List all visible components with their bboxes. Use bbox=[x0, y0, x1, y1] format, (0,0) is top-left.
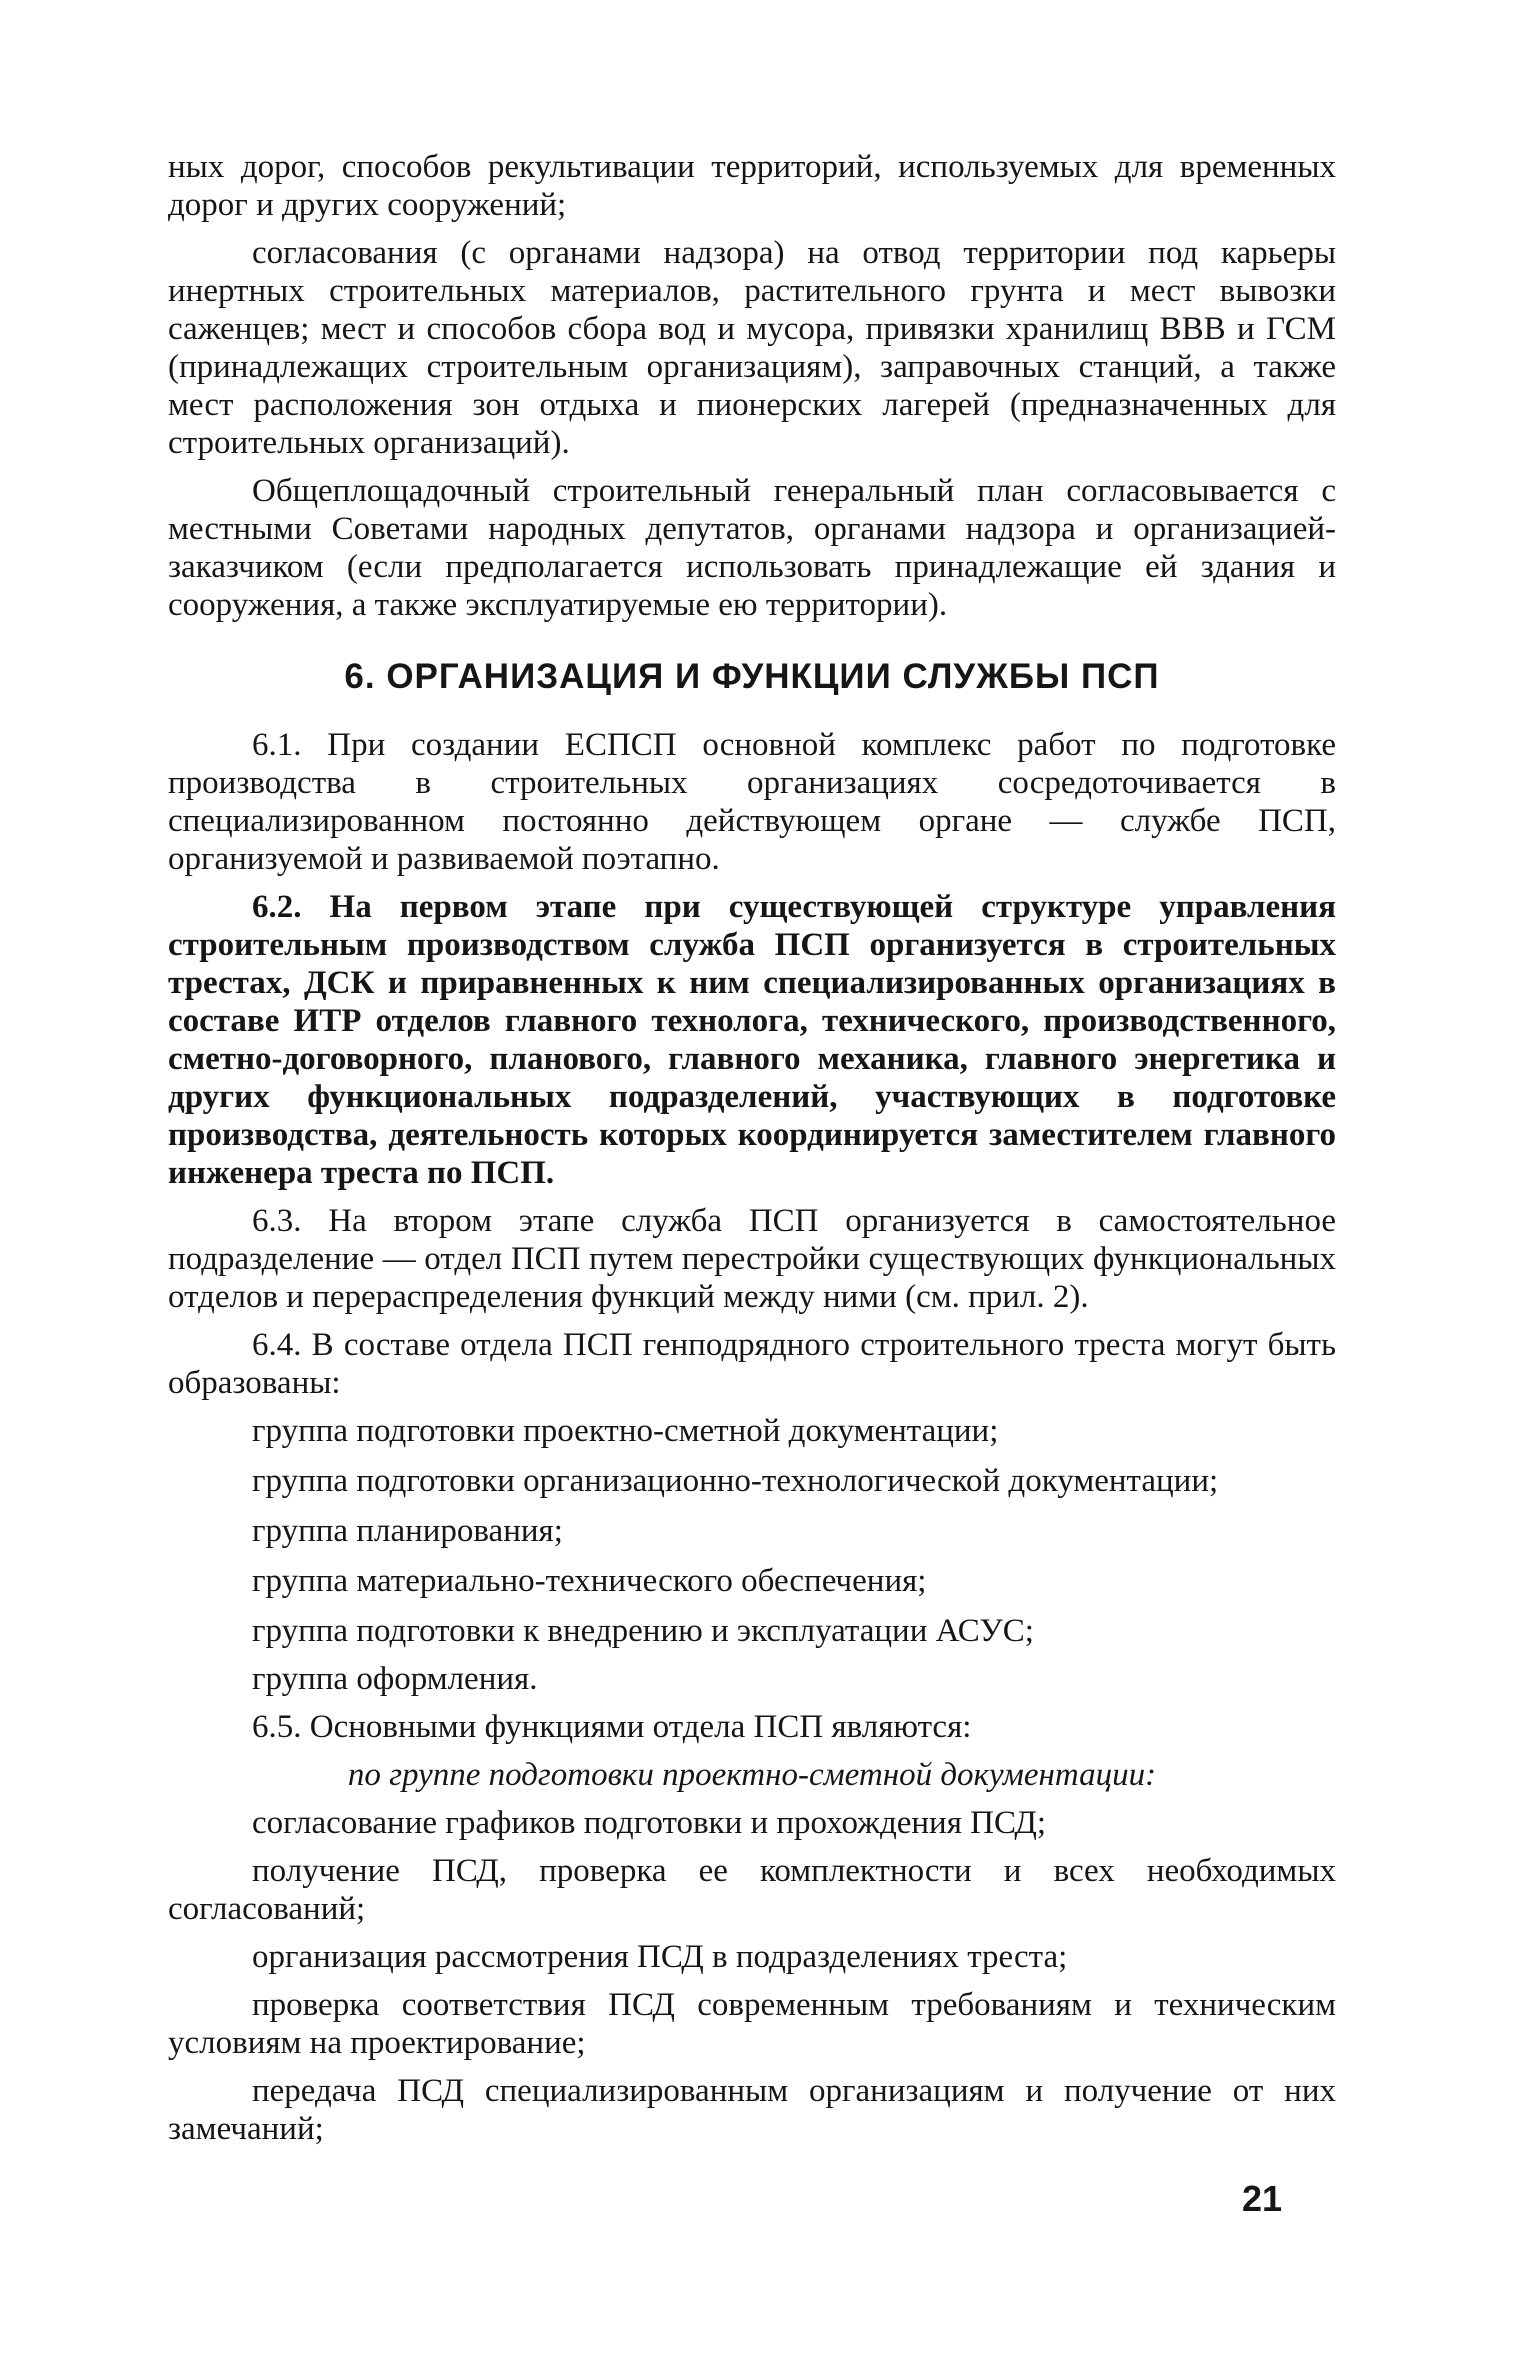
paragraph-continuation: ных дорог, способов рекультивации территорий, используемых для временных дорог и других сооружений; bbox=[168, 149, 1336, 223]
paragraph-6-3: 6.3. На втором этапе служба ПСП организуется в самостоятельное подразделение — отдел ПСП путем перестройки существующих функциональных отделов и перераспределения функций между ними (см. прил. 2). bbox=[168, 1203, 1336, 1315]
list-item: группа подготовки организационно-технологической документации; bbox=[252, 1463, 1219, 1499]
section-heading: 6. ОРГАНИЗАЦИЯ И ФУНКЦИИ СЛУЖБЫ ПСП bbox=[344, 657, 1160, 696]
function-item: проверка соответствия ПСД современным требованиям и техническим условиям на проектирование; bbox=[168, 1987, 1336, 2061]
paragraph-general-plan: Общеплощадочный строительный генеральный план согласовывается с местными Советами народных депутатов, органами надзора и организацией-заказчиком (если предполагается использовать принадлежащие ей здания и сооружения, а также эксплуатируемые ею территории). bbox=[168, 473, 1336, 623]
paragraph-agreements: согласования (с органами надзора) на отвод территории под карьеры инертных строительных материалов, растительного грунта и мест вывозки саженцев; мест и способов сбора вод и мусора, привязки хранилищ ВВВ и ГСМ (принадлежащих строительным организациям), заправочных станций, а также мест расположения зон отдыха и пионерских лагерей (предназначенных для строительных организаций). bbox=[168, 235, 1336, 461]
function-item: согласование графиков подготовки и прохождения ПСД; bbox=[252, 1805, 1047, 1841]
paragraph-6-1: 6.1. При создании ЕСПСП основной комплекс работ по подготовке производства в строительных организациях сосредоточивается в специализированном постоянно действующем органе — службе ПСП, организуемой и развиваемой поэтапно. bbox=[168, 727, 1336, 877]
list-item: группа материально-технического обеспечения; bbox=[252, 1563, 927, 1599]
list-item: группа подготовки к внедрению и эксплуатации АСУС; bbox=[252, 1613, 1034, 1649]
paragraph-6-2: 6.2. На первом этапе при существующей структуре управления строительным производством служба ПСП организуется в строительных трестах, ДСК и приравненных к ним специализированных организациях в составе ИТР отделов главного технолога, технического, производственного, сметно-договорного, планового, главного механика, главного энергетика и других функциональных подразделений, участвующих в подготовке производства, деятельность которых координируется заместителем главного инженера треста по ПСП. bbox=[168, 889, 1336, 1191]
subsection-heading: по группе подготовки проектно-сметной документации: bbox=[347, 1757, 1157, 1793]
document-body bbox=[168, 148, 1336, 2158]
list-item: группа планирования; bbox=[252, 1513, 563, 1549]
list-item: группа оформления. bbox=[252, 1661, 538, 1697]
function-item: получение ПСД, проверка ее комплектности и всех необходимых согласований; bbox=[168, 1853, 1336, 1927]
list-item: группа подготовки проектно-сметной документации; bbox=[252, 1413, 999, 1449]
function-item: передача ПСД специализированным организациям и получение от них замечаний; bbox=[168, 2073, 1336, 2147]
function-item: организация рассмотрения ПСД в подразделениях треста; bbox=[252, 1939, 1068, 1975]
page-number: 21 bbox=[1242, 2178, 1283, 2219]
paragraph-6-5: 6.5. Основными функциями отдела ПСП являются: bbox=[252, 1709, 972, 1745]
paragraph-6-4: 6.4. В составе отдела ПСП генподрядного строительного треста могут быть образованы: bbox=[168, 1327, 1336, 1401]
